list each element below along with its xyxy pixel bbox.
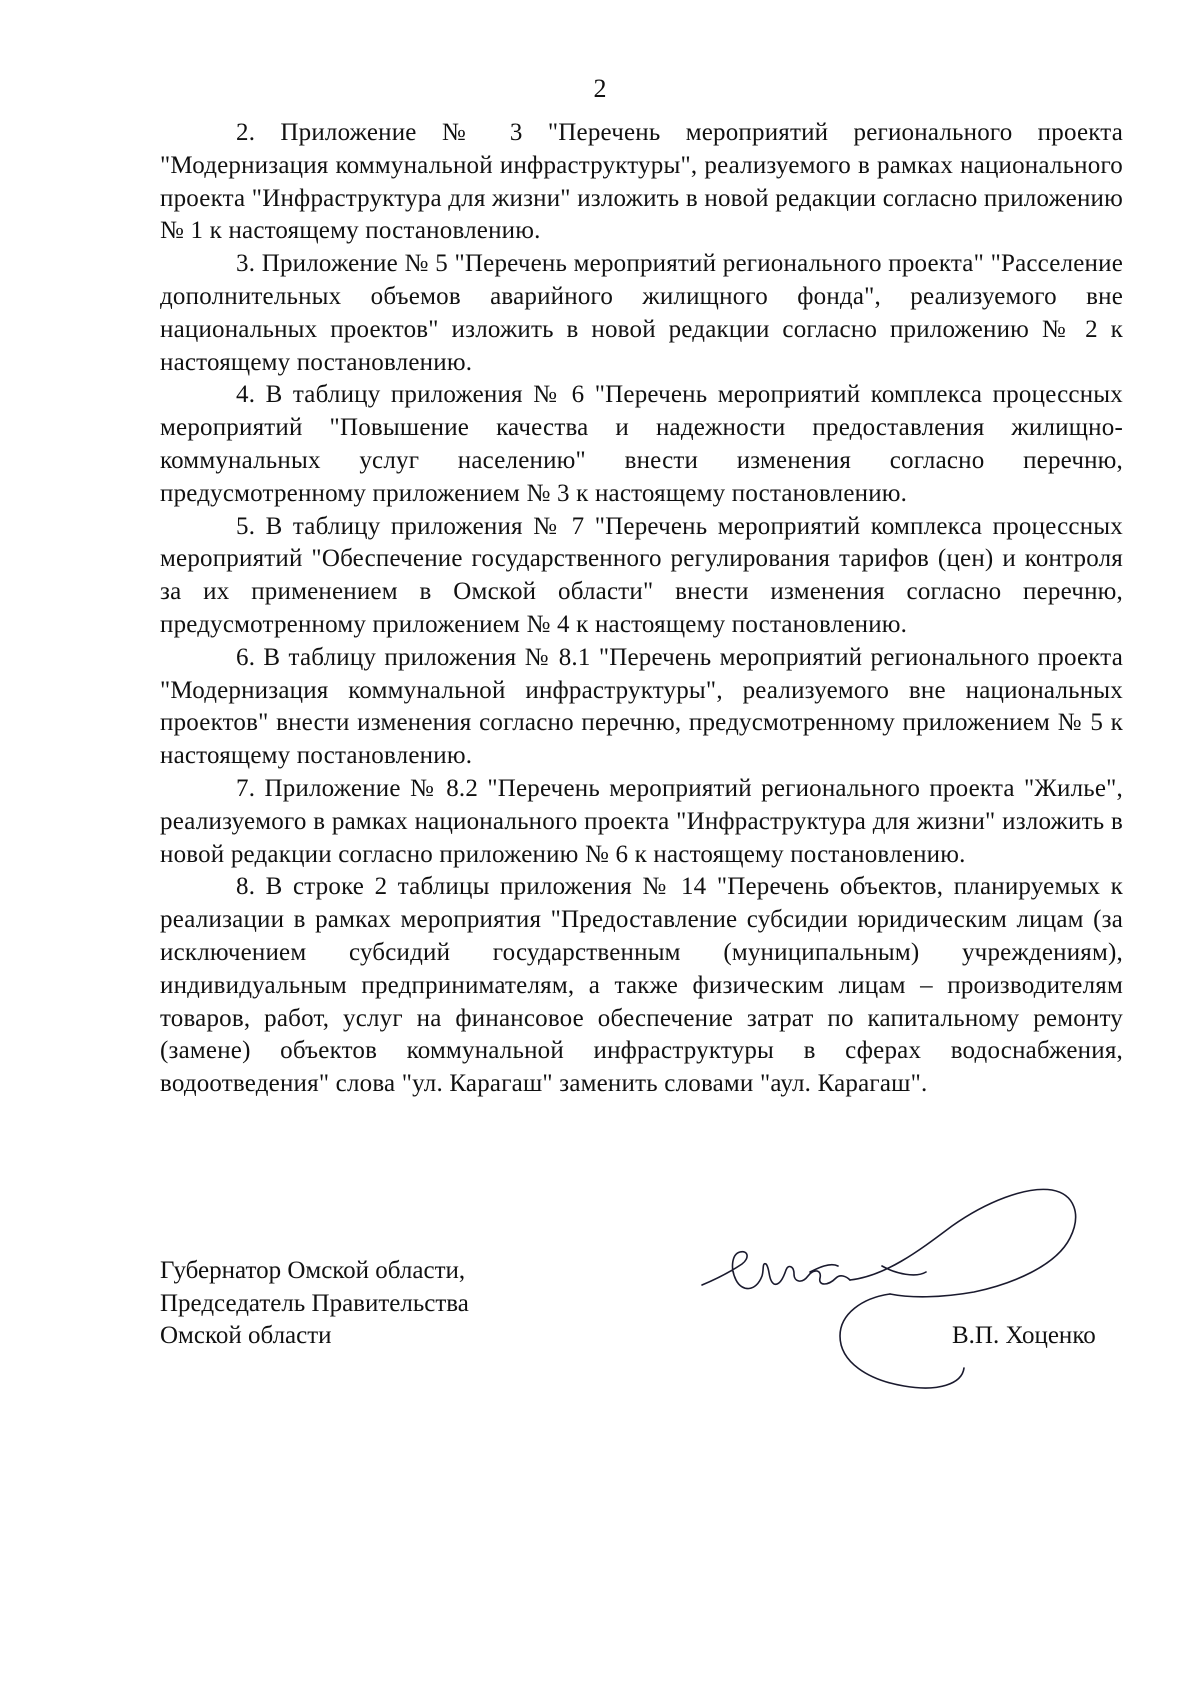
paragraph-item-2: 2. Приложение № 3 "Перечень мероприятий регионального проекта "Модернизация коммунальной инфраструктуры", реализуемого в рамках национального проекта "Инфраструктура для жизни" изложить в новой редакции согласно приложению № 1 к настоящему постановлению. [160,119,1123,245]
signatory-title [160,1255,469,1353]
paragraph-item-6: 6. В таблицу приложения № 8.1 "Перечень мероприятий регионального проекта "Модернизация коммунальной инфраструктуры", реализуемого вне национальных проектов" внести изменения согласно перечню, предусмотренному приложением № 5 к настоящему постановлению. [160,643,1123,770]
paragraph-item-4: 4. В таблицу приложения № 6 "Перечень мероприятий комплекса процессных мероприятий "Повышение качества и надежности предоставления жилищно-коммунальных услуг населению" внести изменения согласно перечню, предусмотренному приложением № 3 к настоящему постановлению. [160,381,1123,507]
signatory-title-line-1: Губернатор Омской области, [160,1257,466,1284]
paragraph-item-5: 5. В таблицу приложения № 7 "Перечень мероприятий комплекса процессных мероприятий "Обеспечение государственного регулирования тарифов (цен) и контроля за их применением в Омской области" внести изменения согласно перечню, предусмотренному приложением № 4 к настоящему постановлению. [160,512,1123,638]
paragraph-item-8: 8. В строке 2 таблицы приложения № 14 "Перечень объектов, планируемых к реализации в рамках мероприятия "Предоставление субсидии юридическим лицам (за исключением субсидий государственным (муниципальным) учреждениям), индивидуальным предпринимателям, а также физическим лицам – производителям товаров, работ, услуг на финансовое обеспечение затрат по капитальному ремонту (замене) объектов коммунальной инфраструктуры в сферах водоснабжения, водоотведения" слова "ул. Карагаш" заменить словами "аул. Карагаш". [160,873,1123,1098]
signatory-title-line-2: Председатель Правительства [160,1289,469,1317]
signature-drawing [690,1180,1090,1400]
signatory-title-line-3: Омской области [160,1322,332,1349]
paragraph-item-3: 3. Приложение № 5 "Перечень мероприятий регионального проекта" "Расселение дополнительных объемов аварийного жилищного фонда", реализуемого вне национальных проектов" изложить в новой редакции согласно приложению № 2 к настоящему постановлению. [160,250,1123,376]
signer-name: В.П. Хоценко [952,1322,1096,1349]
handwritten-signature [690,1180,1090,1400]
page-number: 2 [593,74,607,103]
document-body [160,117,1123,1101]
paragraph-item-7: 7. Приложение № 8.2 "Перечень мероприятий регионального проекта "Жилье", реализуемого в рамках национального проекта "Инфраструктура для жизни" изложить в новой редакции согласно приложению № 6 к настоящему постановлению. [160,774,1123,868]
